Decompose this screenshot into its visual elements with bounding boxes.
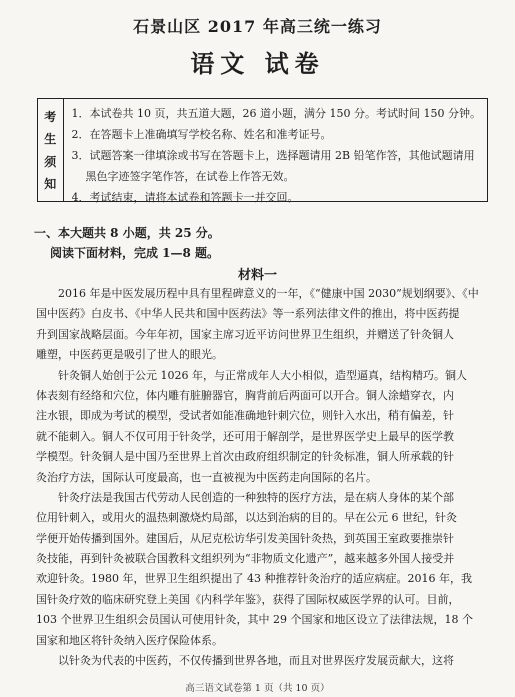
paragraph-line: 针灸疗法是我国古代劳动人民创造的一种独特的医疗方法，是在病人身体的某个部 (58, 490, 454, 504)
paragraph-line: 升到国家战略层面。今年年初，国家主席习近平访问世界卫生组织，并赠送了针灸铜人 (36, 327, 454, 341)
notice-item: 1．本试卷共 10 页，共五道大题，26 道小题，满分 150 分。考试时间 150 分钟。 (71, 107, 481, 120)
paragraph-line: 位用针刺入，或用火的温热刺激烧灼局部，以达到治病的目的。早在公元 6 世纪，针灸 (36, 511, 457, 525)
notice-item: 3．试题答案一律填涂或书写在答题卡上，选择题请用 2B 铅笔作答，其他试题请用 黑色字迹签字笔作答，在试卷上作答无效。 (71, 149, 475, 183)
paragraph-line: 103 个世界卫生组织会员国认可使用针灸，其中 29 个国家和地区设立了法律法规，18 个 (36, 613, 473, 627)
material-body (36, 284, 483, 671)
exam-title: 石景山区 2017 年高三统一练习 (133, 17, 382, 36)
paragraph-line: 针灸铜人始创于公元 1026 年，与正常成年人大小相似，造型逼真，结构精巧。铜人 (58, 368, 467, 382)
paragraph-line: 雕塑，中医药更是吸引了世人的眼光。 (36, 348, 223, 362)
paragraph-line: 灸治疗方法，国际认可度最高，也一直被视为中医药走向国际的名片。 (36, 470, 377, 484)
paragraph-line: 2016 年是中医发展历程中具有里程碑意义的一年，《“健康中国 2030”规划纲要》、《中 (58, 287, 479, 300)
paragraph-line: 国针灸疗效的临床研究登上美国《内科学年鉴》，获得了国际权威医学界的认可。目前， (36, 592, 460, 606)
notice-items (64, 99, 487, 204)
paragraph-line: 国家和地区将针灸纳入医疗保险体系。 (36, 633, 223, 647)
paragraph-line: 学模型。针灸铜人是中国乃至世界上首次由政府组织制定的针灸标准，铜人所承载的针 (36, 450, 454, 464)
paper-title: 语文 试卷 (190, 49, 325, 78)
paragraph-line: 就不能刺入。铜人不仅可用于针灸学，还可用于解剖学，是世界医学史上最早的医学教 (36, 429, 454, 443)
page-footer: 高三语文试卷第 1 页（共 10 页） (185, 683, 330, 694)
notice-label-char: 生 (44, 132, 57, 147)
paragraph-line: 以针灸为代表的中医药，不仅传播到世界各地，而且对世界医疗发展贡献大，这将 (58, 654, 454, 668)
candidate-notice-box (37, 98, 488, 202)
section-header: 一、本大题共 8 小题，共 25 分。 (34, 226, 220, 240)
notice-label-char: 考 (44, 109, 57, 124)
notice-item: 2．在答题卡上准确填写学校名称、姓名和准考证号。 (71, 128, 332, 141)
paragraph-line: 国中医药》白皮书、《中华人民共和国中医药法》等一系列法律文件的推出，将中医药提 (36, 307, 460, 321)
notice-label (38, 99, 64, 201)
paragraph-line: 体表刻有经络和穴位，体内雕有脏腑器官，胸背前后两面可以开合。铜人涂蜡穿衣，内 (36, 388, 454, 402)
notice-item: 4．考试结束，请将本试卷和答题卡一并交回。 (71, 191, 299, 204)
paragraph-line: 灸技能，再到针灸被联合国教科文组织列为“非物质文化遗产”，越来越多外国人接受并 (36, 552, 455, 566)
paragraph-line: 注水银，即成为考试的模型，受试者如能准确地针刺穴位，则针入水出，稍有偏差，针 (36, 409, 454, 423)
notice-label-char: 须 (44, 154, 57, 169)
notice-label-char: 知 (44, 177, 57, 192)
paragraph-line: 欢迎针灸。1980 年，世界卫生组织提出了 43 种推荐针灸治疗的适应病症。2016 年，我 (36, 572, 472, 586)
material-title: 材料一 (237, 268, 277, 283)
section-instruction: 阅读下面材料，完成 1—8 题。 (50, 246, 220, 260)
paragraph-line: 学便开始传播到国外。建国后，从尼克松访华引发美国针灸热，到英国王室政要推崇针 (36, 531, 454, 545)
